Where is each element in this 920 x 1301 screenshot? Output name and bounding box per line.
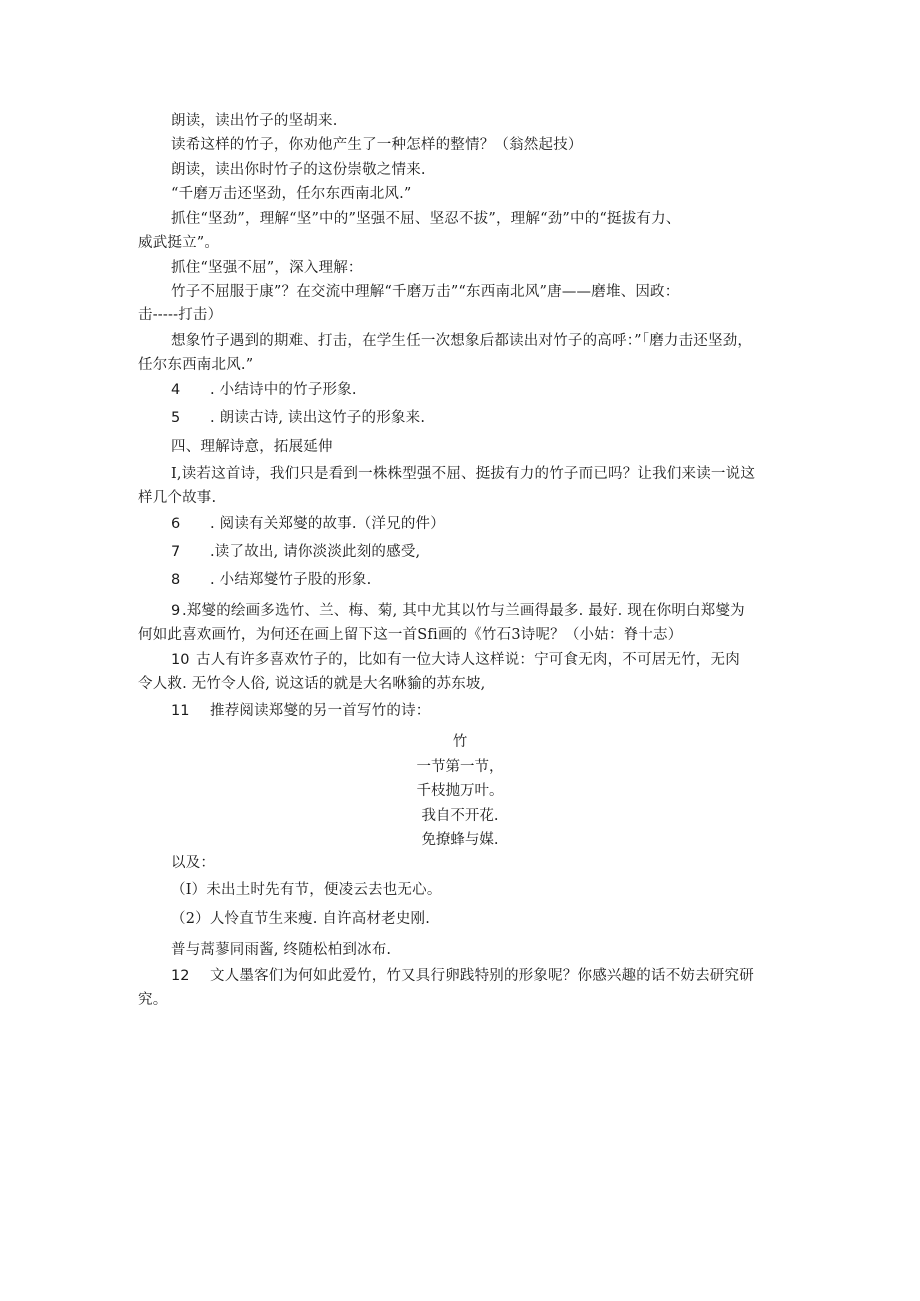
list-number: 11 <box>171 703 190 719</box>
list-number: 7 <box>171 544 181 560</box>
text-line: 令人救. 无竹令人俗, 说这话的就是大名咻貐的苏东坡, <box>138 676 486 692</box>
text-line: 普与蒿蓼同雨酱, 终随松柏到冰布. <box>171 942 392 958</box>
text-line: .读了故出, 请你淡淡此刻的感受, <box>210 544 421 560</box>
text-line: I,读若这首诗，我们只是看到一株株型强不屈、挺拔有力的竹子而已吗？让我们来读一说这 <box>171 466 756 482</box>
text-line: 抓住“坚强不屈”，深入理解： <box>171 260 363 276</box>
list-number: 6 <box>171 516 181 532</box>
text-line: 以及： <box>171 855 216 871</box>
text-line: 读希这样的竹子，你劝他产生了一种怎样的整情？（翁然起技） <box>171 137 583 153</box>
poem-line: 免撩蜂与媒. <box>421 832 499 848</box>
poem-line: 我自不开花. <box>421 808 499 824</box>
poem-line: 一节第一节， <box>416 759 504 775</box>
text-line: 样几个故事. <box>138 490 217 506</box>
text-line: 古人有许多喜欢竹子的，比如有一位大诗人这样说：宁可食无肉，不可居无竹，无肉 <box>196 652 740 668</box>
text-line: 文人墨客们为何如此爱竹，竹又具行卵践特别的形象呢？你感兴趣的话不妨去研究研 <box>210 968 754 984</box>
list-number: 4 <box>171 382 181 398</box>
poem-title: 竹 <box>452 734 468 750</box>
list-number: 5 <box>171 410 181 426</box>
text-line: 想象竹子遇到的期难、打击，在学生任一次想象后都读出对竹子的高呼：”「磨力击还坚劲， <box>171 333 753 349</box>
text-line: . 朗读古诗, 读出这竹子的形象来. <box>210 410 426 426</box>
text-line: . 阅读有关郑燮的故事.（洋兄的件） <box>210 516 445 532</box>
text-line: “千磨万击还坚劲，任尔东西南北风.” <box>171 186 412 202</box>
text-line: 何如此喜欢画竹，为何还在画上留下这一首Sfi画的《竹石3诗呢？（小姑：脊十志） <box>138 627 683 643</box>
list-number: 8 <box>171 572 181 588</box>
text-line: .郑燮的绘画多选竹、兰、梅、菊, 其中尤其以竹与兰画得最多. 最好. 现在你明白郑燮为 <box>182 603 745 619</box>
text-line: . 小结郑燮竹子股的形象. <box>210 572 372 588</box>
text-line: （I）未出土时先有节，便凌云去也无心。 <box>171 882 442 898</box>
text-line: 威武挺立”。 <box>138 235 220 251</box>
section-heading: 四、理解诗意，拓展延伸 <box>171 439 333 455</box>
text-line: . 小结诗中的竹子形象. <box>210 382 357 398</box>
text-line: 朗读，读出竹子的坚胡来. <box>171 113 338 129</box>
text-line: 击-----打击） <box>138 307 223 323</box>
text-line: 任尔东西南北风.” <box>138 357 254 373</box>
text-line: （2）人怜直节生来瘦. 自许高材老史刚. <box>171 911 431 927</box>
poem-line: 千枝抛万叶。 <box>416 783 504 799</box>
text-line: 推荐阅读郑燮的另一首写竹的诗： <box>210 703 431 719</box>
text-line: 竹子不屈服于康”？在交流中理解“千磨万击”“东西南北风”唐——磨堆、因政： <box>171 284 680 300</box>
text-line: 抓住“坚劲”，理解“坚”中的”坚强不屈、坚忍不拔”，理解“劲”中的“挺拔有力、 <box>171 211 681 227</box>
list-number: 9 <box>171 603 181 619</box>
list-number: 10 <box>171 652 190 668</box>
text-line: 究。 <box>138 992 168 1008</box>
list-number: 12 <box>171 968 190 984</box>
text-line: 朗读，读出你时竹子的这份崇敬之情来. <box>171 162 426 178</box>
